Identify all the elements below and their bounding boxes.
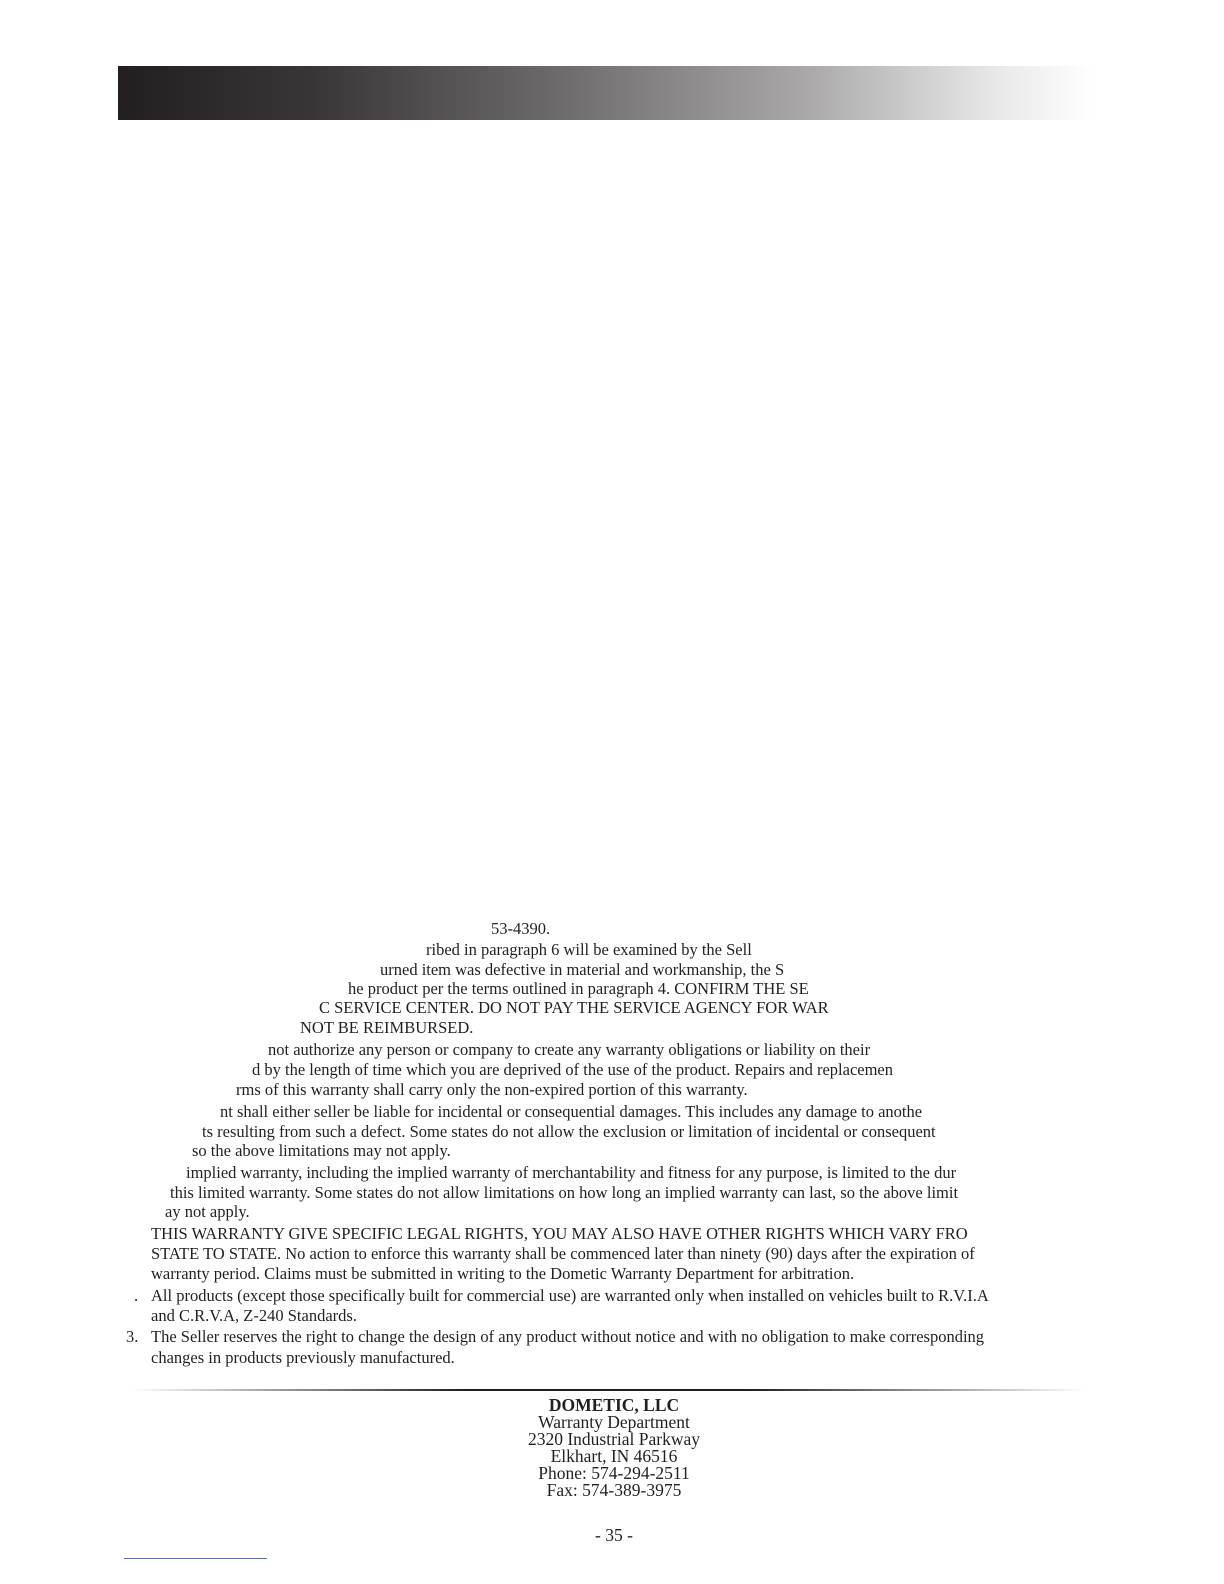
footer-rule bbox=[124, 1558, 267, 1559]
warranty-line: The Seller reserves the right to change the design of any product without notice and with no obligation to make corresponding bbox=[151, 1327, 985, 1346]
warranty-line: nt shall either seller be liable for incidental or consequential damages. This includes any damage to anothe bbox=[220, 1102, 923, 1121]
department: Warranty Department bbox=[538, 1412, 690, 1432]
warranty-line: so the above limitations may not apply. bbox=[192, 1141, 451, 1160]
company-name: DOMETIC, LLC bbox=[548, 1395, 680, 1415]
warranty-line: this limited warranty. Some states do not allow limitations on how long an implied warranty can last, so the above limit bbox=[170, 1183, 959, 1202]
warranty-line: d by the length of time which you are deprived of the use of the product. Repairs and replacemen bbox=[252, 1060, 893, 1079]
warranty-line: THIS WARRANTY GIVE SPECIFIC LEGAL RIGHTS, YOU MAY ALSO HAVE OTHER RIGHTS WHICH VARY FRO bbox=[151, 1224, 968, 1243]
section-divider bbox=[130, 1389, 1085, 1391]
warranty-line: All products (except those specifically built for commercial use) are warranted only when installed on vehicles built to R.V.I.A bbox=[151, 1286, 989, 1305]
warranty-line: STATE TO STATE. No action to enforce this warranty shall be commenced later than ninety (90) days after the expiration of bbox=[151, 1244, 975, 1263]
warranty-line: warranty period. Claims must be submitted in writing to the Dometic Warranty Department for arbitration. bbox=[151, 1264, 855, 1283]
fax-number: Fax: 574-389-3975 bbox=[546, 1480, 682, 1500]
warranty-line: ay not apply. bbox=[165, 1202, 250, 1221]
warranty-line: he product per the terms outlined in paragraph 4. CONFIRM THE SE bbox=[348, 979, 809, 998]
list-item-number: . bbox=[134, 1286, 139, 1305]
warranty-line: changes in products previously manufactured. bbox=[151, 1348, 455, 1367]
warranty-line: 53-4390. bbox=[491, 919, 551, 938]
company-address bbox=[400, 1397, 828, 1499]
warranty-line: implied warranty, including the implied warranty of merchantability and fitness for any purpose, is limited to the dur bbox=[186, 1163, 957, 1182]
phone-number: Phone: 574-294-2511 bbox=[538, 1463, 690, 1483]
warranty-line: ribed in paragraph 6 will be examined by the Sell bbox=[426, 940, 752, 959]
warranty-line: and C.R.V.A, Z-240 Standards. bbox=[151, 1306, 357, 1325]
page-number: - 35 - bbox=[595, 1525, 633, 1545]
warranty-line: not authorize any person or company to create any warranty obligations or liability on their bbox=[268, 1040, 871, 1059]
street-address: 2320 Industrial Parkway bbox=[527, 1429, 701, 1449]
warranty-line: ts resulting from such a defect. Some states do not allow the exclusion or limitation of incidental or consequent bbox=[202, 1122, 936, 1141]
warranty-line: urned item was defective in material and workmanship, the S bbox=[380, 960, 785, 979]
warranty-line: NOT BE REIMBURSED. bbox=[300, 1018, 474, 1037]
city-state-zip: Elkhart, IN 46516 bbox=[550, 1446, 678, 1466]
warranty-line: C SERVICE CENTER. DO NOT PAY THE SERVICE AGENCY FOR WAR bbox=[319, 998, 829, 1017]
header-gradient-bar bbox=[118, 66, 1093, 120]
list-item-number: 3. bbox=[126, 1327, 139, 1346]
warranty-line: rms of this warranty shall carry only the non-expired portion of this warranty. bbox=[236, 1080, 748, 1099]
